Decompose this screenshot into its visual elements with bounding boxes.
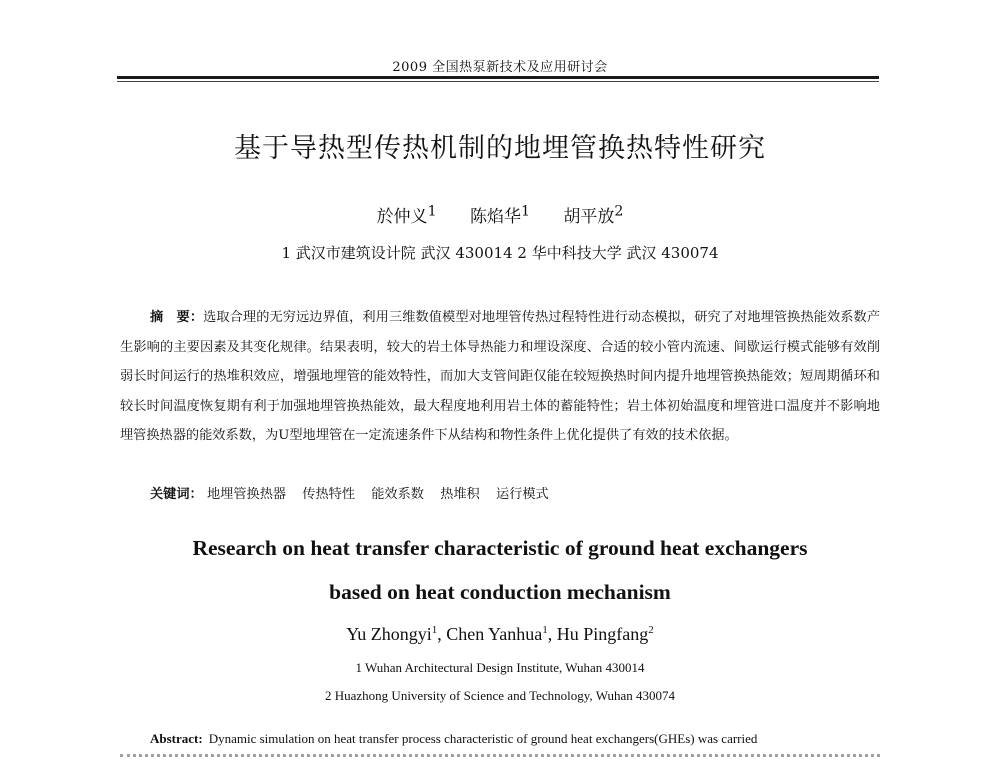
chinese-author-2-sup: 1 <box>520 203 530 220</box>
chinese-affiliation: 1 武汉市建筑设计院 武汉 430014 2 华中科技大学 武汉 430074 <box>281 244 719 262</box>
english-author-3-sup: 2 <box>648 624 654 636</box>
keyword-5: 运行模式 <box>495 487 549 502</box>
chinese-abstract <box>120 303 880 451</box>
header-rule-thin <box>117 81 879 82</box>
english-abstract <box>150 724 880 754</box>
english-abstract-text: Dynamic simulation on heat transfer process characteristic of ground heat exchangers(GHEs) was carried <box>208 731 758 746</box>
english-title-line-2: based on heat conduction mechanism <box>329 580 671 604</box>
english-authors: Yu Zhongyi$^1$, Chen Yanhua$^1$, Hu Pingfang$^2$ <box>346 624 654 644</box>
cut-off-text-line <box>120 754 880 760</box>
english-author-1-name: Yu Zhongyi <box>346 624 432 644</box>
chinese-keywords-label: 关键词： <box>150 487 203 502</box>
english-author-2-sup: 1 <box>542 624 548 636</box>
chinese-title: 基于导热型传热机制的地埋管换热特性研究 <box>234 133 766 164</box>
english-author-2-name: Chen Yanhua <box>446 624 543 644</box>
keyword-1: 地埋管换热器 <box>206 487 287 502</box>
chinese-keywords <box>150 483 880 502</box>
english-author-1-sup: 1 <box>431 624 438 636</box>
chinese-author-2-name: 陈焰华 <box>469 207 521 227</box>
english-author-3-name: Hu Pingfang <box>556 624 649 644</box>
english-affiliation-2: 2 Huazhong University of Science and Technology, Wuhan 430074 <box>325 688 675 703</box>
english-affiliation-1: 1 Wuhan Architectural Design Institute, Wuhan 430014 <box>355 660 645 675</box>
chinese-author-2 <box>469 203 530 227</box>
chinese-author-1-sup: 1 <box>427 203 437 220</box>
chinese-authors <box>0 202 1000 227</box>
chinese-author-3 <box>563 203 624 227</box>
keyword-2: 传热特性 <box>302 487 356 502</box>
keyword-3: 能效系数 <box>371 487 424 502</box>
header-rule-thick <box>117 76 879 79</box>
chinese-author-3-sup: 2 <box>614 203 624 220</box>
chinese-abstract-text: 选取合理的无穷远边界值，利用三维数值模型对地埋管传热过程特性进行动态模拟，研究了对地埋管换热能效系数产生影响的主要因素及其变化规律。结果表明，较大的岩土体导热能力和埋设深度、合适的较小管内流速、间歇运行模式能够有效削弱长时间运行的热堆积效应，增强地埋管的能效特性，而加大支管间距仅能在较短换热时间内提升地埋管换热能效；短周期循环和较长时间温度恢复期有利于加强地埋管换热能效，最大程度地利用岩土体的蓄能特性；岩土体初始温度和埋管进口温度并不影响地埋管换热器的能效系数，为U型地埋管在一定流速条件下从结构和物性条件上优化提供了有效的技术依据。 <box>120 310 881 443</box>
english-title-line-1: Research on heat transfer characteristic of ground heat exchangers <box>192 536 808 560</box>
chinese-abstract-label: 摘 要： <box>150 310 204 325</box>
chinese-author-1 <box>376 203 437 227</box>
chinese-author-3-name: 胡平放 <box>563 207 615 227</box>
english-abstract-label: Abstract: <box>150 731 203 746</box>
chinese-author-1-name: 於仲义 <box>376 207 428 227</box>
keyword-4: 热堆积 <box>440 487 480 502</box>
running-head: 2009 全国热泵新技术及应用研讨会 <box>392 60 608 75</box>
